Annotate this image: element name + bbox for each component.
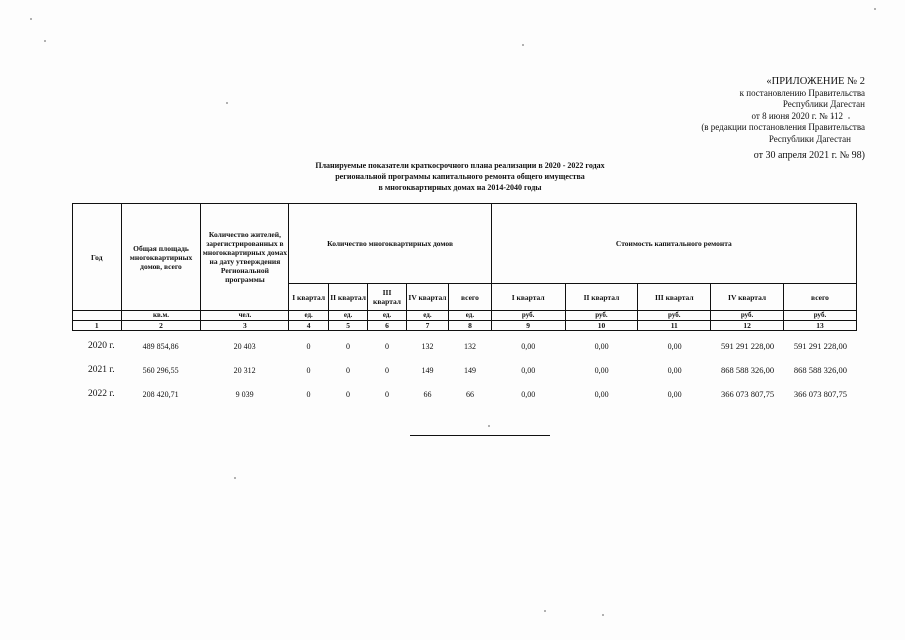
table-cell: 366 073 807,75 bbox=[793, 389, 848, 399]
table-cell: 366 073 807,75 bbox=[720, 389, 775, 399]
appendix-line: Республики Дагестан bbox=[782, 99, 865, 109]
col-number: 3 bbox=[201, 321, 289, 331]
group-header-cost: Стоимость капитального ремонта bbox=[491, 204, 856, 284]
sub-header: II квартал bbox=[565, 284, 638, 311]
sub-header: II квартал bbox=[328, 284, 367, 311]
unit-cell: руб. bbox=[565, 311, 638, 321]
row-year: 2022 г. bbox=[88, 389, 115, 399]
table-row bbox=[72, 358, 857, 382]
table-cell: 489 854,86 bbox=[142, 341, 179, 351]
table-cell: 149 bbox=[421, 365, 434, 375]
unit-cell: ед. bbox=[328, 311, 367, 321]
table-cell: 868 588 326,00 bbox=[720, 365, 775, 375]
sub-header: III квартал bbox=[368, 284, 406, 311]
table-cell: 132 bbox=[464, 341, 477, 351]
appendix-title: «ПРИЛОЖЕНИЕ № 2 bbox=[766, 76, 865, 87]
appendix-line: к постановлению Правительства bbox=[739, 87, 865, 98]
table-cell: 0,00 bbox=[594, 389, 609, 399]
table-cell: 0,00 bbox=[521, 389, 536, 399]
unit-cell: кв.м. bbox=[121, 311, 201, 321]
unit-cell: руб. bbox=[711, 311, 784, 321]
sub-header: I квартал bbox=[289, 284, 328, 311]
unit-cell: руб. bbox=[491, 311, 565, 321]
unit-cell: чел. bbox=[201, 311, 289, 321]
title-line: в многоквартирных домах на 2014-2040 годы bbox=[378, 183, 542, 192]
table-cell: 0 bbox=[345, 341, 350, 351]
unit-cell: ед. bbox=[449, 311, 492, 321]
table-body bbox=[72, 334, 857, 406]
table-cell: 0,00 bbox=[667, 365, 682, 375]
table-cell: 208 420,71 bbox=[142, 389, 179, 399]
table-cell: 0,00 bbox=[667, 341, 682, 351]
table-cell: 0 bbox=[384, 365, 389, 375]
table-cell: 149 bbox=[464, 365, 477, 375]
scan-speck bbox=[226, 102, 228, 104]
table-row bbox=[72, 382, 857, 406]
table-cell: 0 bbox=[384, 341, 389, 351]
col-number: 11 bbox=[638, 321, 711, 331]
table-cell: 66 bbox=[423, 389, 432, 399]
scan-speck bbox=[44, 40, 46, 42]
scan-speck bbox=[488, 425, 490, 427]
unit-cell: ед. bbox=[406, 311, 448, 321]
table-cell: 132 bbox=[421, 341, 434, 351]
sub-header: всего bbox=[783, 284, 856, 311]
row-year: 2020 г. bbox=[88, 341, 115, 351]
document-title bbox=[275, 160, 645, 193]
scan-speck bbox=[30, 18, 32, 20]
col-number: 1 bbox=[73, 321, 122, 331]
scan-speck bbox=[602, 614, 604, 616]
row-year: 2021 г. bbox=[88, 365, 115, 375]
sub-header: III квартал bbox=[638, 284, 711, 311]
indicators-table-body bbox=[72, 334, 857, 406]
scan-speck bbox=[234, 477, 236, 479]
table-cell: 868 588 326,00 bbox=[793, 365, 848, 375]
title-line: региональной программы капитального ремонта общего имущества bbox=[335, 172, 585, 181]
col-number: 7 bbox=[406, 321, 448, 331]
scan-speck bbox=[874, 8, 876, 10]
col-header-area: Общая площадь многоквартирных домов, всего bbox=[121, 204, 201, 311]
table-cell: 0,00 bbox=[667, 389, 682, 399]
table-cell: 66 bbox=[466, 389, 475, 399]
unit-cell bbox=[73, 311, 122, 321]
col-number: 4 bbox=[289, 321, 328, 331]
col-header-residents: Количество жителей, зарегистрированных в многоквартирных домах на дату утверждения Региональной программы bbox=[201, 204, 289, 311]
table-cell: 560 296,55 bbox=[142, 365, 179, 375]
table-cell: 0,00 bbox=[594, 341, 609, 351]
table-cell: 591 291 228,00 bbox=[720, 341, 775, 351]
group-header-houses: Количество многоквартирных домов bbox=[289, 204, 491, 284]
table-cell: 0,00 bbox=[521, 341, 536, 351]
col-number: 5 bbox=[328, 321, 367, 331]
table-cell: 0,00 bbox=[521, 365, 536, 375]
col-header-year: Год bbox=[73, 204, 122, 311]
table-row bbox=[72, 334, 857, 358]
col-number: 9 bbox=[491, 321, 565, 331]
table-cell: 0,00 bbox=[594, 365, 609, 375]
table-cell: 0 bbox=[345, 365, 350, 375]
scan-speck bbox=[522, 44, 524, 46]
end-divider bbox=[410, 435, 550, 436]
sub-header: IV квартал bbox=[711, 284, 784, 311]
table-cell: 0 bbox=[306, 365, 311, 375]
col-number: 12 bbox=[711, 321, 784, 331]
col-number: 13 bbox=[783, 321, 856, 331]
sub-header: I квартал bbox=[491, 284, 565, 311]
table-cell: 9 039 bbox=[235, 389, 254, 399]
sub-header: всего bbox=[449, 284, 492, 311]
table-cell: 20 403 bbox=[233, 341, 256, 351]
col-number: 2 bbox=[121, 321, 201, 331]
table-cell: 0 bbox=[384, 389, 389, 399]
table-cell: 20 312 bbox=[233, 365, 256, 375]
table-cell: 591 291 228,00 bbox=[793, 341, 848, 351]
unit-cell: ед. bbox=[368, 311, 406, 321]
col-number: 8 bbox=[449, 321, 492, 331]
title-line: Планируемые показатели краткосрочного плана реализации в 2020 - 2022 годах bbox=[315, 161, 605, 170]
unit-cell: ед. bbox=[289, 311, 328, 321]
col-number: 10 bbox=[565, 321, 638, 331]
table-cell: 0 bbox=[345, 389, 350, 399]
indicators-table-header bbox=[72, 203, 857, 331]
table-cell: 0 bbox=[306, 389, 311, 399]
appendix-line: от 30 апреля 2021 г. № 98) bbox=[753, 150, 865, 161]
appendix-line: Республики Дагестан bbox=[768, 133, 851, 144]
col-number: 6 bbox=[368, 321, 406, 331]
table-cell: 0 bbox=[306, 341, 311, 351]
sub-header: IV квартал bbox=[406, 284, 448, 311]
appendix-line: (в редакции постановления Правительства bbox=[701, 122, 865, 132]
appendix-header bbox=[701, 76, 865, 162]
appendix-line: от 8 июня 2020 г. № 112 bbox=[751, 110, 843, 121]
unit-cell: руб. bbox=[638, 311, 711, 321]
scan-speck bbox=[544, 610, 546, 612]
unit-cell: руб. bbox=[783, 311, 856, 321]
